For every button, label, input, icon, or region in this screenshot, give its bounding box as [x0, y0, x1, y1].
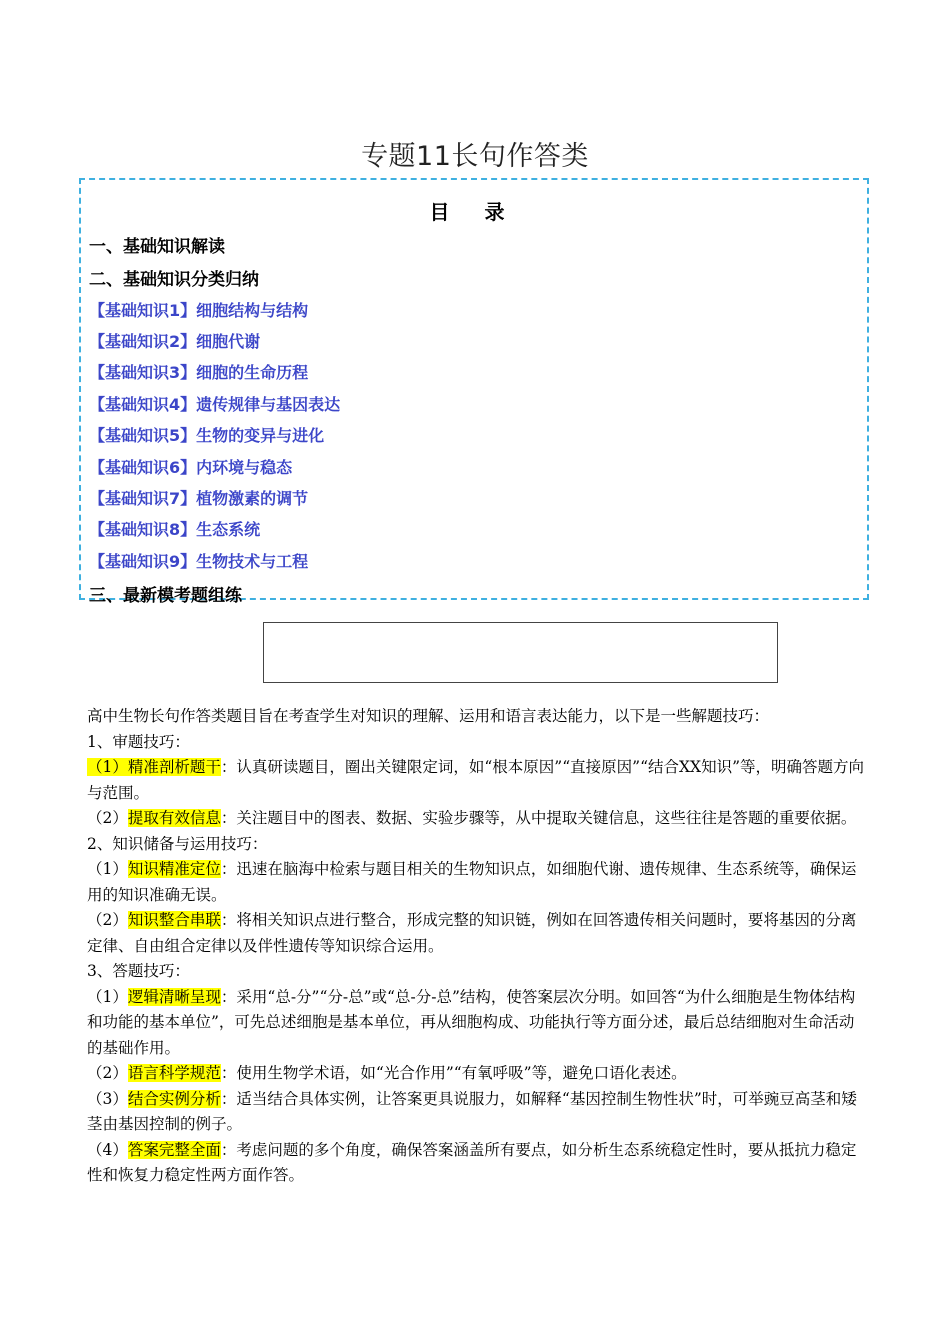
tip-number: （3）: [87, 1089, 128, 1108]
toc-item-4[interactable]: 【基础知识4】遗传规律与基因表达: [89, 395, 341, 414]
toc-section-3[interactable]: 三、最新模考题组练: [89, 586, 242, 606]
tip-paragraph: [87, 755, 867, 806]
tip-number: （2）: [87, 911, 128, 929]
tip-text: ：认真研读题目，圈出关键限定词，如“根本原因”“直接原因”“结合XX知识”等，明确答题方向与范围。: [87, 758, 864, 802]
tip-text: ：关注题目中的图表、数据、实验步骤等，从中提取关键信息，这些往往是答题的重要依据。: [220, 809, 857, 827]
tip-text: ：适当结合具体实例，让答案更具说服力，如解释“基因控制生物性状”时，可举豌豆高茎和矮茎由基因控制的例子。: [87, 1089, 857, 1133]
heading-answer-skills: 3、答题技巧：: [87, 962, 190, 980]
table-of-contents: [79, 178, 869, 606]
heading-review-skills: 1、审题技巧：: [87, 732, 190, 751]
heading-knowledge-skills: 2、知识储备与运用技巧：: [87, 834, 268, 853]
tip-text: ：采用“总-分”“分-总”或“总-分-总”结构，使答案层次分明。如回答“为什么细胞是生物体结构和功能的基本单位”，可先总述细胞是基本单位，再从细胞构成、功能执行等方面分述，最后总结细胞对生命活动的基础作用。: [87, 987, 856, 1057]
intro-paragraph: 高中生物长句作答类题目旨在考查学生对知识的理解、运用和语言表达能力，以下是一些解题技巧：: [87, 707, 770, 725]
page-title: 专题11长句作答类: [361, 141, 589, 172]
tip-text: ：考虑问题的多个角度，确保答案涵盖所有要点，如分析生态系统稳定性时，要从抵抗力稳定性和恢复力稳定性两方面作答。: [87, 1140, 857, 1184]
tip-paragraph: [87, 857, 867, 908]
tip-number: （1）: [87, 860, 128, 878]
toc-item-5[interactable]: 【基础知识5】生物的变异与进化: [89, 426, 325, 445]
toc-section-2[interactable]: 二、基础知识分类归纳: [89, 270, 259, 290]
toc-item-2[interactable]: 【基础知识2】细胞代谢: [89, 332, 261, 351]
highlight-term: 逻辑清晰呈现: [127, 987, 221, 1006]
tip-number: （4）: [87, 1140, 128, 1159]
empty-frame: [263, 622, 778, 683]
body-text: [87, 704, 867, 1189]
tip-text: ：迅速在脑海中检索与题目相关的生物知识点，如细胞代谢、遗传规律、生态系统等，确保运用的知识准确无误。: [87, 860, 857, 904]
tip-paragraph: [87, 806, 867, 832]
tip-number: （2）: [87, 1064, 128, 1082]
tip-paragraph: [87, 1138, 867, 1189]
toc-item-7[interactable]: 【基础知识7】植物激素的调节: [89, 489, 309, 508]
highlight-term: （1）精准剖析题干: [87, 758, 221, 776]
highlight-term: 结合实例分析: [127, 1089, 221, 1108]
tip-number: （2）: [87, 809, 128, 827]
toc-item-3[interactable]: 【基础知识3】细胞的生命历程: [89, 363, 309, 382]
highlight-term: 知识整合串联: [127, 911, 221, 929]
tip-text: ：将相关知识点进行整合，形成完整的知识链，例如在回答遗传相关问题时，要将基因的分离定律、自由组合定律以及伴性遗传等知识综合运用。: [87, 911, 857, 955]
toc-item-1[interactable]: 【基础知识1】细胞结构与结构: [89, 301, 309, 320]
tip-paragraph: [87, 1061, 867, 1087]
highlight-term: 答案完整全面: [127, 1140, 221, 1159]
toc-item-8[interactable]: 【基础知识8】生态系统: [89, 520, 261, 539]
toc-heading: 目 录: [429, 200, 519, 224]
tip-number: （1）: [87, 987, 128, 1006]
highlight-term: 知识精准定位: [127, 860, 221, 878]
highlight-term: 语言科学规范: [127, 1064, 221, 1082]
toc-item-9[interactable]: 【基础知识9】生物技术与工程: [89, 552, 309, 571]
toc-section-1[interactable]: 一、基础知识解读: [89, 237, 225, 257]
toc-item-6[interactable]: 【基础知识6】内环境与稳态: [89, 458, 293, 477]
tip-paragraph: [87, 1087, 867, 1138]
tip-paragraph: [87, 908, 867, 959]
tip-paragraph: [87, 985, 867, 1062]
tip-text: ：使用生物学术语，如“光合作用”“有氧呼吸”等，避免口语化表述。: [220, 1064, 687, 1082]
highlight-term: 提取有效信息: [127, 809, 221, 827]
